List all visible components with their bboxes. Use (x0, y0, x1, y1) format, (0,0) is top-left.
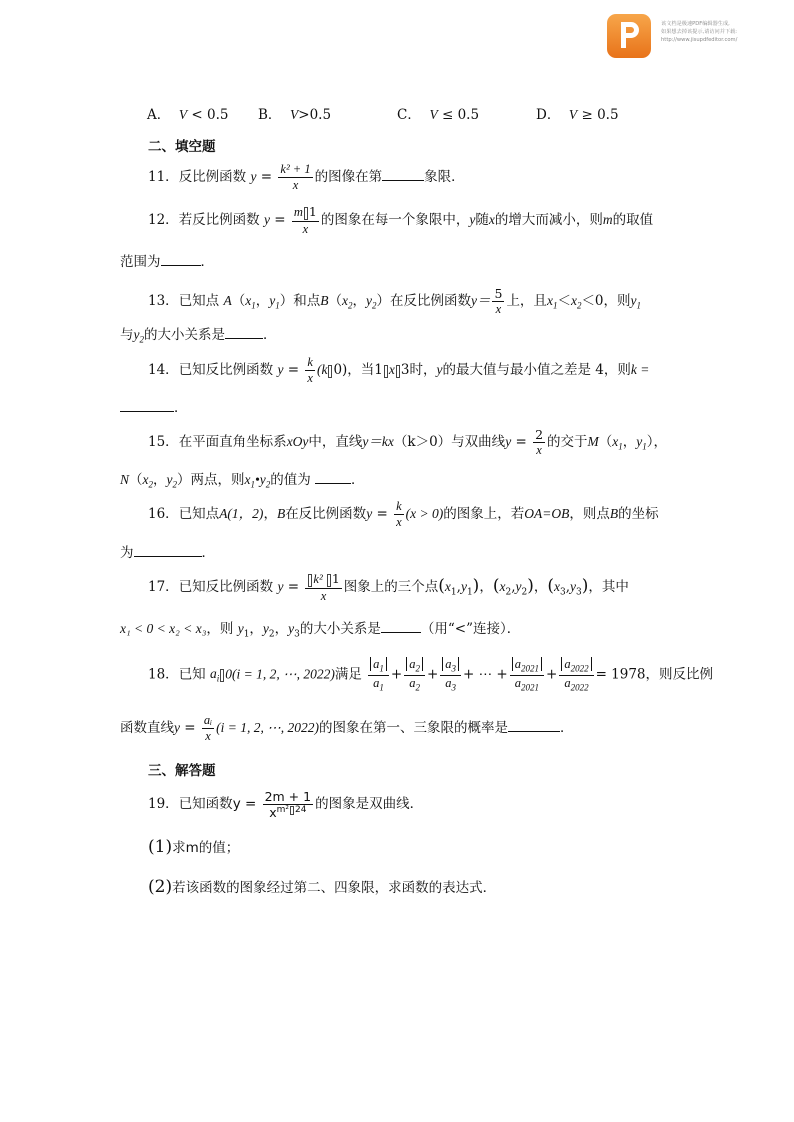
q16-mid: ， (263, 506, 277, 523)
q19-var-m: m (185, 840, 199, 856)
q15-denominator: x (536, 443, 542, 458)
q17-fraction (305, 572, 341, 603)
question-16-line2 (120, 541, 215, 561)
q14-text: 已知反比例函数 (178, 362, 274, 379)
q17-post: 图象上的三个点 (343, 578, 439, 595)
q15-text: 在平面直角坐标系 (178, 434, 287, 451)
section-heading-solve: 三、解答题 (148, 763, 216, 779)
q15-number: 15． (148, 434, 179, 451)
q17-number: 17． (148, 578, 179, 595)
question-19-part-1 (148, 836, 239, 857)
q18-number: 18． (148, 666, 179, 683)
q13-cond: ＜ (557, 293, 571, 310)
q13-text1: 已知点 (178, 293, 220, 310)
option-a-var: V (178, 107, 188, 122)
q13-answer-blank[interactable] (225, 326, 263, 339)
q14-end: ． (174, 400, 188, 416)
q16-numerator: k (394, 500, 404, 515)
q12-fraction (292, 205, 319, 236)
q19-numerator: 2m + 1 (264, 789, 312, 804)
q18-frac-2022: $\frac{a_{2022}}{a_{2022}}$ (559, 657, 593, 693)
missing-glyph-box (327, 574, 331, 587)
q16-mid2: 在反比例函数 (285, 506, 367, 523)
q16-cond: (x > 0) (405, 506, 444, 522)
watermark-line-1: 该文档是极速PDF编辑器生成, (661, 21, 730, 27)
q16-eq: OA=OB (524, 506, 570, 522)
q12-text-mid3: 的增大而减小，则 (494, 211, 603, 228)
watermark-line-3: http://www.jisupdfeditor.com/ (661, 37, 738, 43)
q19-exponent-2: 24 (295, 805, 307, 816)
q19-exponent: m² (276, 805, 289, 816)
question-13: 13．已知点 $A(x_1$，$y_1$）和点$B(x_2$，$y_2$）在反比例函数y＝ $\frac{5}{x}$ 上，且$x_1<x_2<0$，则$y_1$ (148, 286, 642, 317)
q18-fraction (202, 714, 214, 743)
q17-denominator: x (320, 588, 327, 603)
question-19 (148, 790, 423, 819)
q14-var-y: y (436, 362, 443, 378)
q13-comma: ， (255, 293, 270, 310)
missing-glyph-box (304, 207, 308, 220)
q11-denominator: x (292, 178, 299, 193)
question-14-line2 (120, 396, 188, 416)
q12-text-post: 的取值 (612, 211, 654, 228)
q16-denominator: x (396, 515, 402, 530)
q13-text6: 上，且 (506, 293, 547, 310)
question-12-line2 (120, 250, 214, 270)
q14-cond: (k (316, 362, 328, 378)
question-13-line2: 与$y_2$的大小关系是 ． (120, 327, 277, 345)
question-17: 17．已知反比例函数 y = $\frac{\text{k² 1}}{x}$ 图象上的三个点$(x_1,y_1)$，$(x_2,y_2)$，$(x_3,y_3)$，其中 (148, 571, 629, 603)
q17-line2-post: 的大小关系是 (299, 621, 381, 637)
q13-text3: ）和点 (279, 293, 321, 310)
q13-denominator: x (495, 302, 502, 317)
q14-denominator: x (307, 371, 313, 386)
q15-line2-pre: 两点，则 (190, 472, 245, 488)
q18-cond: 0(i = 1, 2, ⋯, 2022) (225, 666, 335, 682)
q13-end: ． (263, 327, 277, 343)
q19-part2-label: (2) (148, 877, 173, 897)
q14-cond4: 3时， (400, 362, 437, 379)
q18-sum-eq: = 1978 (595, 666, 646, 683)
option-a-rest: < 0.5 (187, 107, 229, 123)
q17-line2-mid: ，则 (206, 621, 234, 637)
q13-numerator: 5 (494, 286, 503, 301)
q17-numerator-k: k² (313, 572, 326, 586)
pdf-editor-logo-icon (607, 14, 651, 58)
watermark-line-2: 如果想去掉该提示,请访问并下载: (661, 29, 738, 35)
q16-point-a: A(1，2) (219, 506, 264, 522)
q19-post: 的图象是双曲线． (315, 796, 424, 813)
q12-var-x: x (488, 211, 495, 227)
q16-text: 已知点 (178, 506, 220, 523)
q18-frac-2: $\frac{a_2}{a_2}$ (404, 657, 425, 693)
q13-fraction (492, 287, 504, 316)
question-19-part-2 (148, 876, 496, 897)
q11-text-end: 象限． (424, 169, 465, 186)
q11-text-post: 的图像在第 (314, 169, 383, 186)
missing-glyph-box (308, 574, 312, 587)
missing-glyph-box (290, 806, 294, 815)
q13-text5: ）在反比例函数 (376, 293, 471, 310)
question-11: 11．反比例函数 y = $\frac{\text{k² + 1}}{x}$ 的图像在第 象限． (148, 162, 465, 193)
q12-answer-blank[interactable] (161, 253, 201, 266)
q14-cond2: 0)，当1 (333, 362, 383, 379)
q16-fraction (394, 500, 404, 529)
q12-var-y: y (469, 211, 476, 227)
q18-numerator: aᵢ (202, 714, 214, 729)
q12-number: 12． (148, 211, 179, 228)
q13-eq: y＝ (470, 293, 491, 309)
q13-paren-open-2: （ (328, 293, 342, 310)
q13-line2b: 的大小关系是 (144, 327, 225, 343)
q12-line2-text: 范围为 (120, 254, 161, 270)
option-c-rest: ≤ 0.5 (437, 107, 480, 123)
question-15: 15．在平面直角坐标系xOy中，直线y＝kx（k＞0）与双曲线y = $\frac{2}{x}$ 的交于$M(x_1$，$y_1$）， (148, 427, 668, 458)
q19-y: y = (232, 796, 257, 813)
watermark-note (661, 20, 781, 44)
q15-prod: 的值为 (270, 472, 311, 488)
q15-cond: （k＞0）与双曲线 (393, 434, 506, 451)
q19-part1-text: 求 (172, 840, 186, 856)
q12-text-mid2: 随 (475, 211, 489, 228)
q13-point-b: B (320, 293, 329, 309)
q19-part1-end: 的值； (198, 840, 240, 856)
q12-end: ． (200, 254, 214, 270)
q11-answer-blank[interactable] (382, 168, 424, 181)
option-c-label: C． (397, 107, 421, 123)
q11-number: 11． (148, 169, 179, 186)
missing-glyph-box (384, 365, 388, 378)
q12-denominator: x (302, 221, 309, 236)
question-18-line2: 函数直线y = $\frac{\text{aᵢ}}{x}$ (i = 1, 2, ⋯, 2022)的图象在第一、三象限的概率是 ． (120, 713, 574, 744)
q15-post: 的交于 (547, 434, 588, 451)
q19-part1-label: (1) (148, 837, 173, 857)
q18-text: 已知 (178, 666, 206, 683)
q11-fraction (278, 163, 312, 192)
q14-answer-blank[interactable] (120, 399, 174, 412)
question-17-line2: x₁ < 0 < x₂ < x₃，则 $y_1$，$y_2$，$y_3$的大小关系是 （用“<”连接）． (120, 621, 521, 640)
q15-fraction (533, 428, 545, 457)
q15-numerator: 2 (535, 427, 544, 442)
option-d-rest: ≥ 0.5 (577, 107, 619, 123)
q19-part2-text: 若该函数的图象经过第二、四象限，求函数的表达式． (172, 880, 497, 896)
q11-numerator: k² + 1 (278, 163, 312, 178)
section-heading-fill-in: 二、填空题 (148, 139, 216, 155)
q15-mid: 中，直线 (308, 434, 363, 451)
q18-end: ． (560, 720, 574, 737)
q18-mid: 满足 (334, 666, 362, 683)
missing-glyph-box (328, 365, 332, 378)
q16-post: 的图象上，若 (443, 506, 525, 523)
q15-end: ． (351, 472, 365, 488)
q16-number: 16． (148, 506, 179, 523)
q18-line2-cond: (i = 1, 2, ⋯, 2022) (216, 720, 319, 736)
q11-text: 反比例函数 (178, 169, 247, 186)
q16-post2: ，则点 (569, 506, 610, 523)
q15-point-m: M (587, 434, 599, 450)
option-d-var: V (568, 107, 578, 122)
q13-point-a: A (223, 293, 232, 309)
q18-frac-2021: $\frac{a_{2021}}{a_{2021}}$ (510, 657, 544, 693)
q10-option-b (258, 103, 331, 123)
q17-post2: ，其中 (588, 578, 629, 595)
option-a-label: A． (147, 107, 171, 123)
q14-cond3: x (388, 362, 395, 378)
q16-answer-blank[interactable] (134, 544, 202, 557)
q19-text: 已知函数 (178, 796, 233, 813)
q14-numerator: k (305, 356, 315, 371)
q19-denominator: x (269, 805, 277, 821)
q19-number: 19． (148, 796, 179, 813)
q18-frac-3: $\frac{a_3}{a_3}$ (440, 657, 461, 693)
q18-frac-1: $\frac{a_1}{a_1}$ (368, 657, 389, 693)
q13-cond2: ＜0，则 (581, 293, 631, 310)
q14-number: 14． (148, 362, 179, 379)
q16-point-b: B (276, 506, 286, 522)
question-12: 12．若反比例函数 y = $\frac{m 1}{x}$ 的图象在每一个象限中，y随x的增大而减小，则m的取值 (148, 204, 654, 236)
q18-answer-blank[interactable] (508, 719, 560, 732)
q17-line2-cond: x₁ < 0 < x₂ < x₃ (120, 621, 207, 636)
q18-post: ，则反比例 (645, 666, 714, 683)
missing-glyph-box (220, 669, 224, 682)
q18-line2: 函数直线 (120, 720, 174, 737)
q14-fraction (305, 356, 315, 385)
logo-p-glyph (618, 20, 640, 50)
option-b-label: B． (258, 107, 282, 123)
option-d-label: D． (536, 107, 561, 123)
q19-fraction (263, 790, 314, 819)
q15-line: y＝kx (362, 434, 394, 450)
question-14: 14．已知反比例函数 y = $\frac{k}{x}$ (k 0)，当1 x 3时，y的最大值与最小值之差是 4，则k = (148, 355, 650, 386)
q16-line2: 为 (120, 545, 134, 561)
q17-numerator-1: 1 (331, 571, 340, 586)
question-15-line2: $N(x_2$，$y_2$）两点，则$x_1•y_2$的值为 ． (120, 472, 365, 490)
q12-numerator-m: m (293, 205, 303, 219)
q12-var-m: m (602, 211, 613, 227)
missing-glyph-box (396, 365, 400, 378)
q13-number: 13． (148, 293, 179, 310)
q16-point-b-2: B (609, 506, 619, 522)
q18-denominator: x (205, 729, 211, 744)
q15-answer-blank[interactable] (315, 471, 351, 484)
option-c-var: V (429, 107, 438, 122)
q14-text-post: 的最大值与最小值之差是 4，则 (442, 362, 631, 379)
question-16: 16．已知点A(1，2)，B在反比例函数y = $\frac{k}{x}$ (x > 0)的图象上，若OA=OB，则点B的坐标 (148, 499, 659, 530)
q17-line2-end: （用“<”连接）． (420, 621, 521, 637)
q16-end: ． (201, 545, 215, 561)
q13-line2a: 与 (120, 327, 134, 343)
q18-line2-post: 的图象在第一、三象限的概率是 (319, 720, 508, 737)
q17-text: 已知反比例函数 (178, 578, 274, 595)
option-b-var: V (290, 107, 299, 122)
q15-xoy: xOy (286, 434, 309, 450)
q10-option-c (397, 103, 479, 123)
q17-answer-blank[interactable] (381, 620, 421, 633)
q12-text-mid: 的图象在每一个象限中， (320, 211, 470, 228)
q13-paren-open: （ (231, 293, 246, 310)
q12-text: 若反比例函数 (178, 211, 260, 228)
q14-k: k = (630, 362, 650, 378)
q16-post3: 的坐标 (618, 506, 659, 523)
option-b-rest: >0.5 (298, 107, 332, 123)
q10-option-d (536, 103, 619, 123)
q10-option-a (147, 103, 228, 123)
q12-numerator-1: 1 (308, 204, 317, 219)
question-18: 18．已知 $a_i$ 0(i = 1, 2, ⋯, 2022)满足 $\frac{a_1}{a_1}$ + $\frac{a_2}{a_2}$ + $\frac{a_3}{a_3}$ + ⋯ + $\frac{a_{2021}}{a_{2021}}$ + $\frac{a_{2022}}{a_{2022}}$ = 1978，则反比例 (148, 657, 714, 693)
